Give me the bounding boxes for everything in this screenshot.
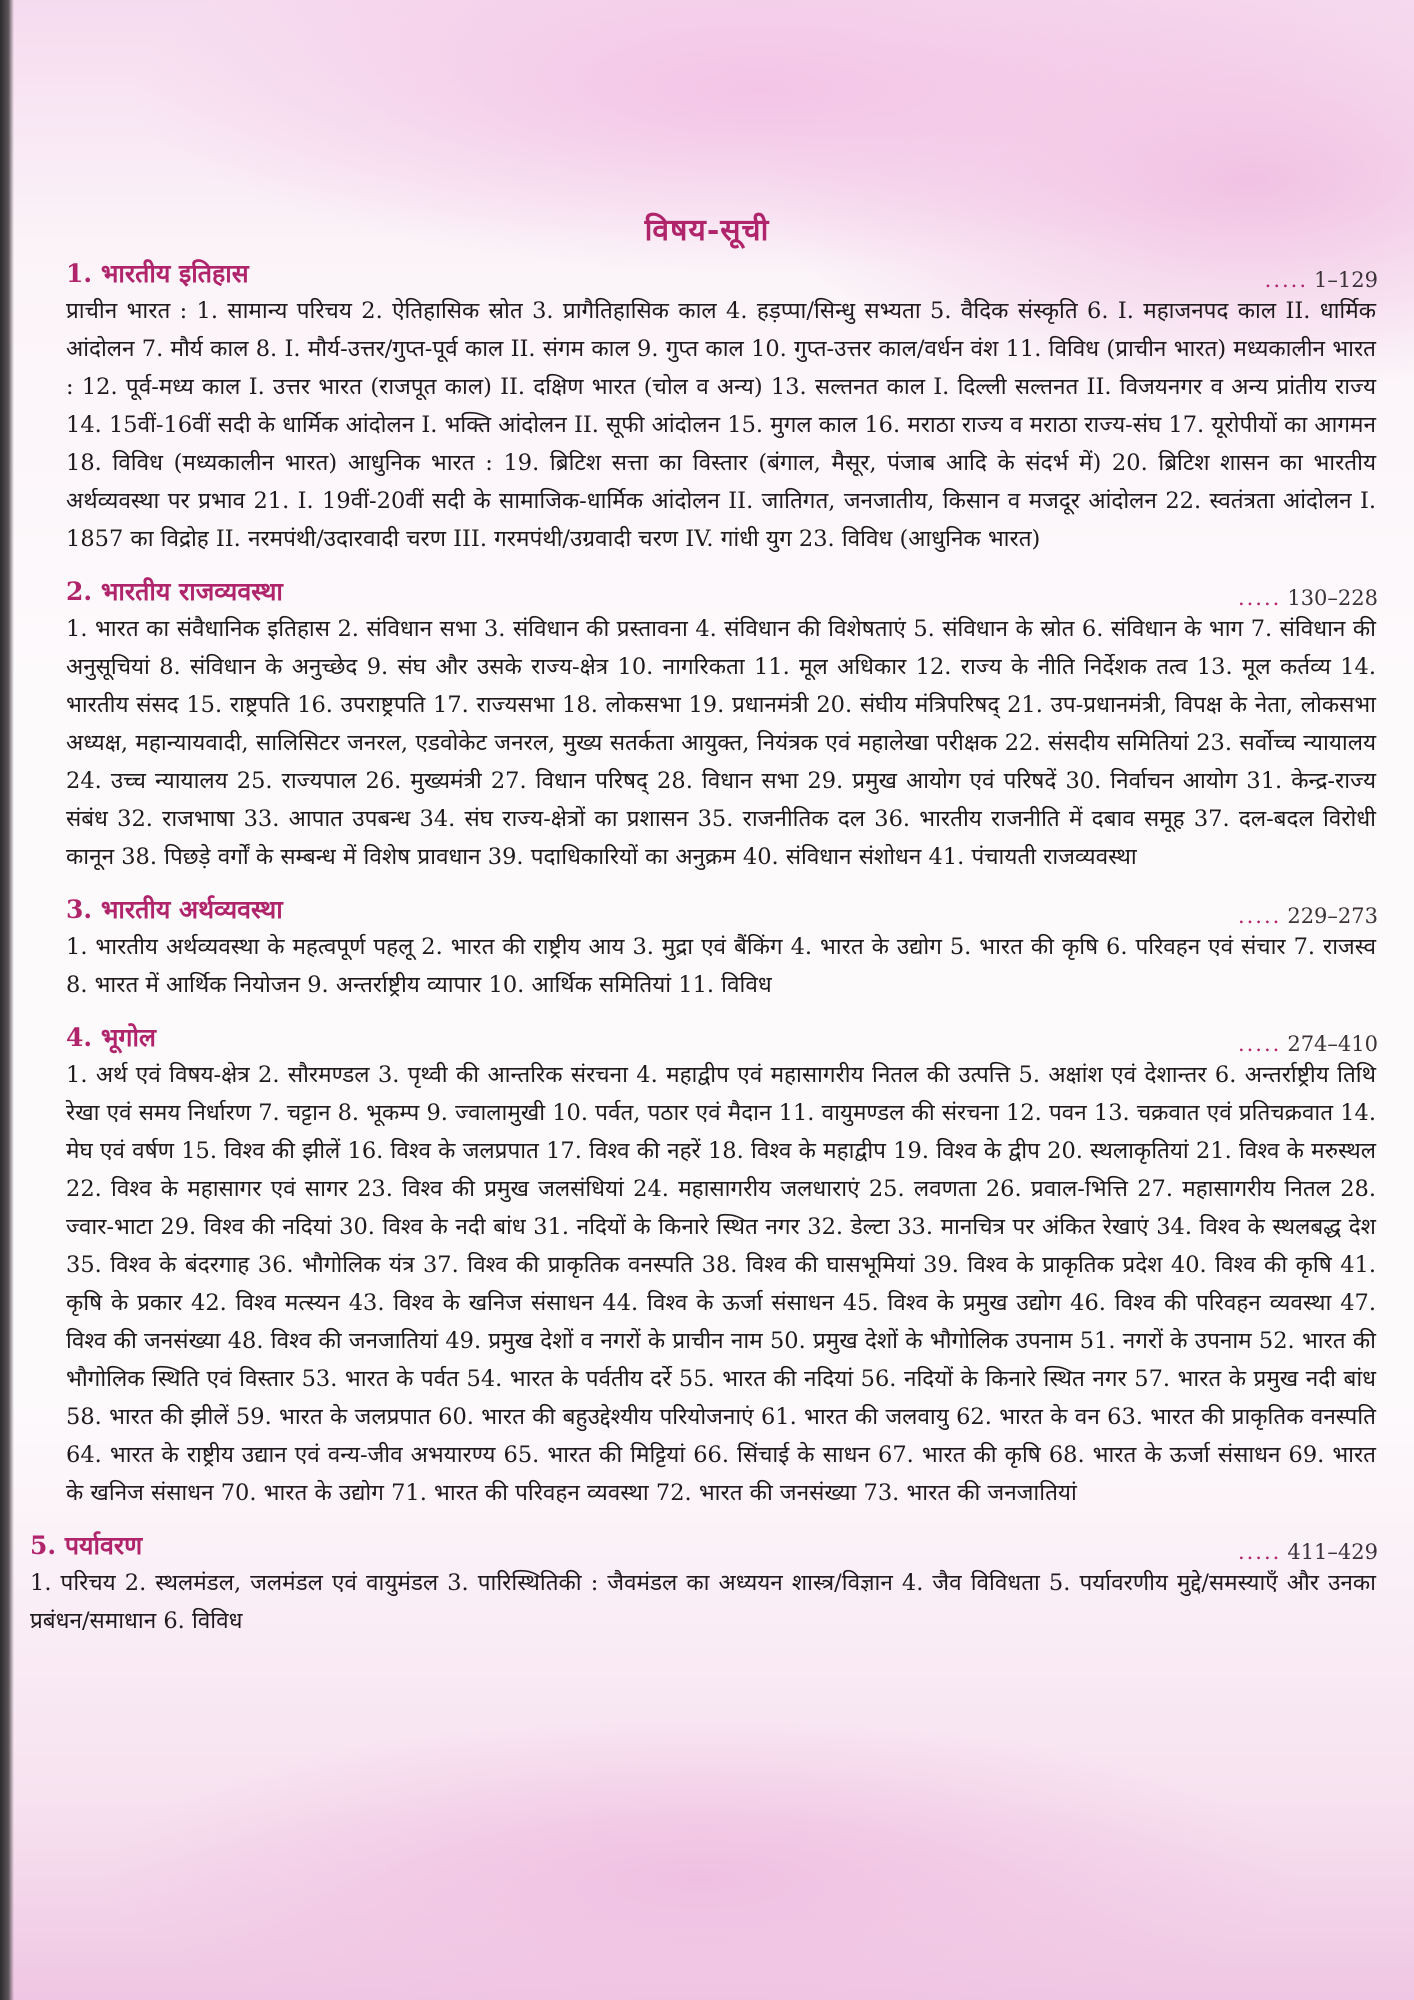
section-contents: 1. अर्थ एवं विषय-क्षेत्र 2. सौरमण्डल 3. पृथ्वी की आन्तरिक संरचना 4. महाद्वीप एवं महासागरीय नितल की उत्पत्ति 5. अक्षांश एवं देशान्तर 6. अन्तर्राष्ट्रीय तिथि रेखा एवं समय निर्धारण 7. चट्टान 8. भूकम्प 9. ज्वालामुखी 10. पर्वत, पठार एवं मैदान 11. वायुमण्डल की संरचना 12. पवन 13. चक्रवात एवं प्रतिचक्रवात 14. मेघ एवं वर्षण 15. विश्व की झीलें 16. विश्व के जलप्रपात 17. विश्व की नहरें 18. विश्व के महाद्वीप 19. विश्व के द्वीप 20. स्थलाकृतियां 21. विश्व के मरुस्थल 22. विश्व के महासागर एवं सागर 23. विश्व की प्रमुख जलसंधियां 24. महासागरीय जलधाराएं 25. लवणता 26. प्रवाल-भित्ति 27. महासागरीय नितल 28. ज्वार-भाटा 29. विश्व की नदियां 30. विश्व के नदी बांध 31. नदियों के किनारे स्थित नगर 32. डेल्टा 33. मानचित्र पर अंकित रेखाएं 34. विश्व के स्थलबद्ध देश 35. विश्व के बंदरगाह 36. भौगोलिक यंत्र 37. विश्व की प्राकृतिक वनस्पति 38. विश्व की घासभूमियां 39. विश्व के प्राकृतिक प्रदेश 40. विश्व की कृषि 41. कृषि के प्रकार 42. विश्व मत्स्यन 43. विश्व के खनिज संसाधन 44. विश्व के ऊर्जा संसाधन 45. विश्व के प्रमुख उद्योग 46. विश्व की परिवहन व्यवस्था 47. विश्व की जनसंख्या 48. विश्व की जनजातियां 49. प्रमुख देशों व नगरों के प्राचीन नाम 50. प्रमुख देशों के भौगोलिक उपनाम 51. नगरों के उपनाम 52. भारत की भौगोलिक स्थिति एवं विस्तार 53. भारत के पर्वत 54. भारत के पर्वतीय दर्रे 55. भारत की नदियां 56. नदियों के किनारे स्थित नगर 57. भारत के प्रमुख नदी बांध 58. भारत की झीलें 59. भारत के जलप्रपात 60. भारत की बहुउद्देश्यीय परियोजनाएं 61. भारत की जलवायु 62. भारत के वन 63. भारत की प्राकृतिक वनस्पति 64. भारत के राष्ट्रीय उद्यान एवं वन्य-जीव अभयारण्य 65. भारत की मिट्टियां 66. सिंचाई के साधन 67. भारत की कृषि 68. भारत के ऊर्जा संसाधन 69. भारत के खनिज संसाधन 70. भारत के उद्योग 71. भारत की परिवहन व्यवस्था 72. भारत की जनसंख्या 73. भारत की जनजातियां xyxy=(66,1062,1376,1506)
page-range-text: 274–410 xyxy=(1287,1032,1378,1056)
section-number: 2. xyxy=(66,577,93,606)
section-contents: 1. परिचय 2. स्थलमंडल, जलमंडल एवं वायुमंडल 3. पारिस्थितिकी : जैवमंडल का अध्ययन शास्त्र/विज्ञान 4. जैव विविधता 5. पर्यावरणीय मुद्दे/समस्याएँ और उनका प्रबंधन/समाधान 6. विविध xyxy=(30,1570,1376,1634)
section-name: भारतीय राजव्यवस्था xyxy=(100,577,283,606)
section-contents: प्राचीन भारत : 1. सामान्य परिचय 2. ऐतिहासिक स्रोत 3. प्रागैतिहासिक काल 4. हड़प्पा/सिन्धु सभ्यता 5. वैदिक संस्कृति 6. I. महाजनपद काल II. धार्मिक आंदोलन 7. मौर्य काल 8. I. मौर्य-उत्तर/गुप्त-पूर्व काल II. संगम काल 9. गुप्त काल 10. गुप्त-उत्तर काल/वर्धन वंश 11. विविध (प्राचीन भारत) मध्यकालीन भारत : 12. पूर्व-मध्य काल I. उत्तर भारत (राजपूत काल) II. दक्षिण भारत (चोल व अन्य) 13. सल्तनत काल I. दिल्ली सल्तनत II. विजयनगर व अन्य प्रांतीय राज्य 14. 15वीं-16वीं सदी के धार्मिक आंदोलन I. भक्ति आंदोलन II. सूफी आंदोलन 15. मुगल काल 16. मराठा राज्य व मराठा राज्य-संघ 17. यूरोपीयों का आगमन 18. विविध (मध्यकालीन भारत) आधुनिक भारत : 19. ब्रिटिश सत्ता का विस्तार (बंगाल, मैसूर, पंजाब आदि के संदर्भ में) 20. ब्रिटिश शासन का भारतीय अर्थव्यवस्था पर प्रभाव 21. I. 19वीं-20वीं सदी के सामाजिक-धार्मिक आंदोलन II. जातिगत, जनजातीय, किसान व मजदूर आंदोलन 22. स्वतंत्रता आंदोलन I. 1857 का विद्रोह II. नरमपंथी/उदारवादी चरण III. गरमपंथी/उग्रवादी चरण IV. गांधी युग 23. विविध (आधुनिक भारत) xyxy=(66,298,1376,552)
leader-dots: ..... xyxy=(1237,1540,1282,1564)
leader-dots: ..... xyxy=(1237,586,1282,610)
section-number: 5. xyxy=(30,1531,57,1560)
section-page-range xyxy=(1265,268,1378,292)
section-name: भूगोल xyxy=(100,1023,156,1052)
section-page-range xyxy=(1238,586,1378,610)
section-header xyxy=(30,1524,1380,1564)
section-header xyxy=(30,252,1380,292)
page-range-text: 1–129 xyxy=(1314,268,1378,292)
section-history xyxy=(30,252,1380,558)
leader-dots: ..... xyxy=(1237,1032,1282,1056)
page-range-text: 229–273 xyxy=(1287,904,1378,928)
section-title xyxy=(66,256,249,290)
section-page-range xyxy=(1238,1540,1378,1564)
leader-dots: ..... xyxy=(1237,904,1282,928)
section-header xyxy=(30,570,1380,610)
section-polity xyxy=(30,570,1380,876)
section-header xyxy=(30,888,1380,928)
section-number: 4. xyxy=(66,1023,93,1052)
page-title: विषय-सूची xyxy=(644,213,770,248)
section-name: भारतीय अर्थव्यवस्था xyxy=(100,895,283,924)
section-header xyxy=(30,1016,1380,1056)
section-contents: 1. भारतीय अर्थव्यवस्था के महत्वपूर्ण पहलू 2. भारत की राष्ट्रीय आय 3. मुद्रा एवं बैंकिंग 4. भारत के उद्योग 5. भारत की कृषि 6. परिवहन एवं संचार 7. राजस्व 8. भारत में आर्थिक नियोजन 9. अन्तर्राष्ट्रीय व्यापार 10. आर्थिक समितियां 11. विविध xyxy=(66,934,1376,998)
section-number: 3. xyxy=(66,895,93,924)
section-title xyxy=(66,574,283,608)
section-economy xyxy=(30,888,1380,1004)
section-page-range xyxy=(1238,904,1378,928)
section-name: पर्यावरण xyxy=(64,1531,143,1560)
page-range-text: 411–429 xyxy=(1287,1540,1378,1564)
section-contents: 1. भारत का संवैधानिक इतिहास 2. संविधान सभा 3. संविधान की प्रस्तावना 4. संविधान की विशेषताएं 5. संविधान के स्रोत 6. संविधान के भाग 7. संविधान की अनुसूचियां 8. संविधान के अनुच्छेद 9. संघ और उसके राज्य-क्षेत्र 10. नागरिकता 11. मूल अधिकार 12. राज्य के नीति निर्देशक तत्व 13. मूल कर्तव्य 14. भारतीय संसद 15. राष्ट्रपति 16. उपराष्ट्रपति 17. राज्यसभा 18. लोकसभा 19. प्रधानमंत्री 20. संघीय मंत्रिपरिषद् 21. उप-प्रधानमंत्री, विपक्ष के नेता, लोकसभा अध्यक्ष, महान्यायवादी, सालिसिटर जनरल, एडवोकेट जनरल, मुख्य सतर्कता आयुक्त, नियंत्रक एवं महालेखा परीक्षक 22. संसदीय समितियां 23. सर्वोच्च न्यायालय 24. उच्च न्यायालय 25. राज्यपाल 26. मुख्यमंत्री 27. विधान परिषद् 28. विधान सभा 29. प्रमुख आयोग एवं परिषदें 30. निर्वाचन आयोग 31. केन्द्र-राज्य संबंध 32. राजभाषा 33. आपात उपबन्ध 34. संघ राज्य-क्षेत्रों का प्रशासन 35. राजनीतिक दल 36. भारतीय राजनीति में दबाव समूह 37. दल-बदल विरोधी कानून 38. पिछड़े वर्गों के सम्बन्ध में विशेष प्रावधान 39. पदाधिकारियों का अनुक्रम 40. संविधान संशोधन 41. पंचायती राजव्यवस्था xyxy=(66,616,1376,870)
page-binding-edge xyxy=(0,0,14,2000)
section-title xyxy=(66,1020,156,1054)
section-environment xyxy=(30,1524,1380,1640)
section-name: भारतीय इतिहास xyxy=(100,259,249,288)
table-of-contents xyxy=(30,252,1380,1652)
section-title xyxy=(30,1528,142,1562)
page-range-text: 130–228 xyxy=(1287,586,1378,610)
section-page-range xyxy=(1238,1032,1378,1056)
leader-dots: ..... xyxy=(1264,268,1309,292)
section-geography xyxy=(30,1016,1380,1512)
section-number: 1. xyxy=(66,259,93,288)
section-title xyxy=(66,892,283,926)
